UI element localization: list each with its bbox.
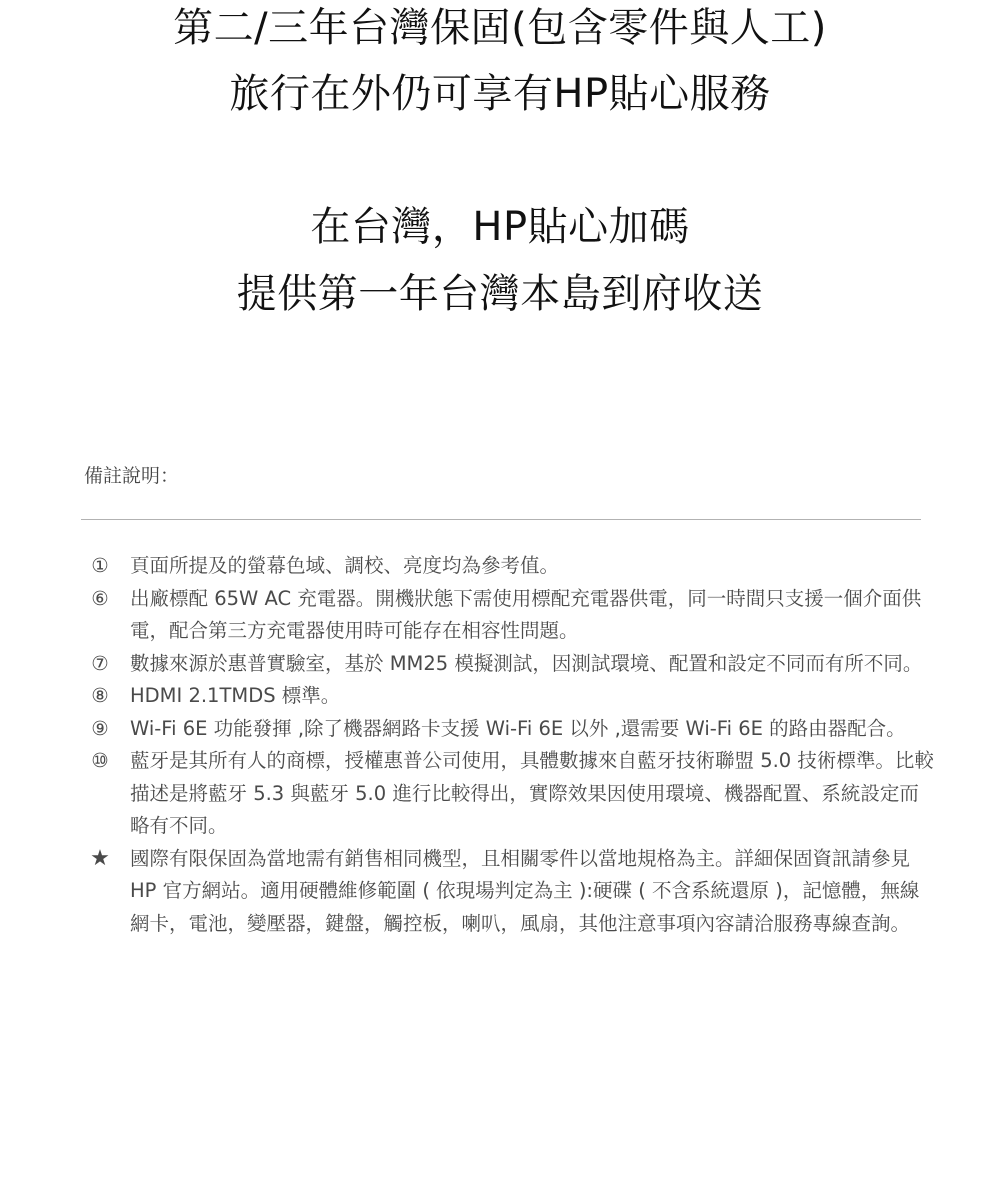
note-marker: ①	[91, 554, 109, 577]
note-item-10	[84, 745, 934, 843]
divider	[81, 519, 921, 520]
note-item-7	[84, 648, 934, 681]
note-item-star	[84, 843, 934, 941]
note-marker: ⑧	[91, 684, 109, 707]
note-item-8	[84, 680, 934, 713]
note-text: 頁面所提及的螢幕色域、調校、亮度均為參考值。	[130, 554, 560, 577]
headline-warranty: 第二/三年台灣保固(包含零件與人工)	[173, 5, 827, 51]
note-marker: ⑥	[91, 586, 109, 610]
note-marker: ⑩	[91, 749, 109, 772]
note-item-6	[84, 583, 934, 648]
headline-pickup-delivery: 提供第一年台灣本島到府收送	[236, 271, 764, 317]
headline-taiwan-bonus: 在台灣，HP貼心加碼	[310, 204, 690, 250]
note-text: Wi-Fi 6E 功能發揮 ,除了機器網路卡支援 Wi-Fi 6E 以外 ,還需要 Wi-Fi 6E 的路由器配合。	[130, 716, 906, 740]
notes-title: 備註說明：	[84, 465, 180, 487]
notes-list	[84, 550, 934, 940]
note-item-9	[84, 713, 934, 746]
note-item-1	[84, 550, 934, 583]
note-marker: ⑦	[91, 651, 109, 675]
star-icon: ★	[90, 845, 110, 871]
note-text: 出廠標配 65W AC 充電器。開機狀態下需使用標配充電器供電，同一時間只支援一個介面供電，配合第三方充電器使用時可能存在相容性問題。	[130, 586, 922, 642]
note-marker: ⑨	[91, 716, 109, 740]
headline-travel-service: 旅行在外仍可享有HP貼心服務	[229, 71, 771, 117]
note-text: 藍牙是其所有人的商標，授權惠普公司使用，具體數據來自藍牙技術聯盟 5.0 技術標準。比較描述是將藍牙 5.3 與藍牙 5.0 進行比較得出，實際效果因使用環境、機器配置、系統設定而略有不同。	[130, 749, 934, 837]
note-text: 數據來源於惠普實驗室，基於 MM25 模擬測試，因測試環境、配置和設定不同而有所不同。	[130, 651, 923, 675]
note-text: 國際有限保固為當地需有銷售相同機型，且相關零件以當地規格為主。詳細保固資訊請參見 HP 官方網站。適用硬體維修範圍 ( 依現場判定為主 ):硬碟 ( 不含系統還原 )，記憶體，無線網卡，電池，變壓器，鍵盤，觸控板，喇叭，風扇，其他注意事項內容請洽服務專線查詢。	[130, 846, 920, 935]
note-text: HDMI 2.1TMDS 標準。	[130, 684, 341, 707]
